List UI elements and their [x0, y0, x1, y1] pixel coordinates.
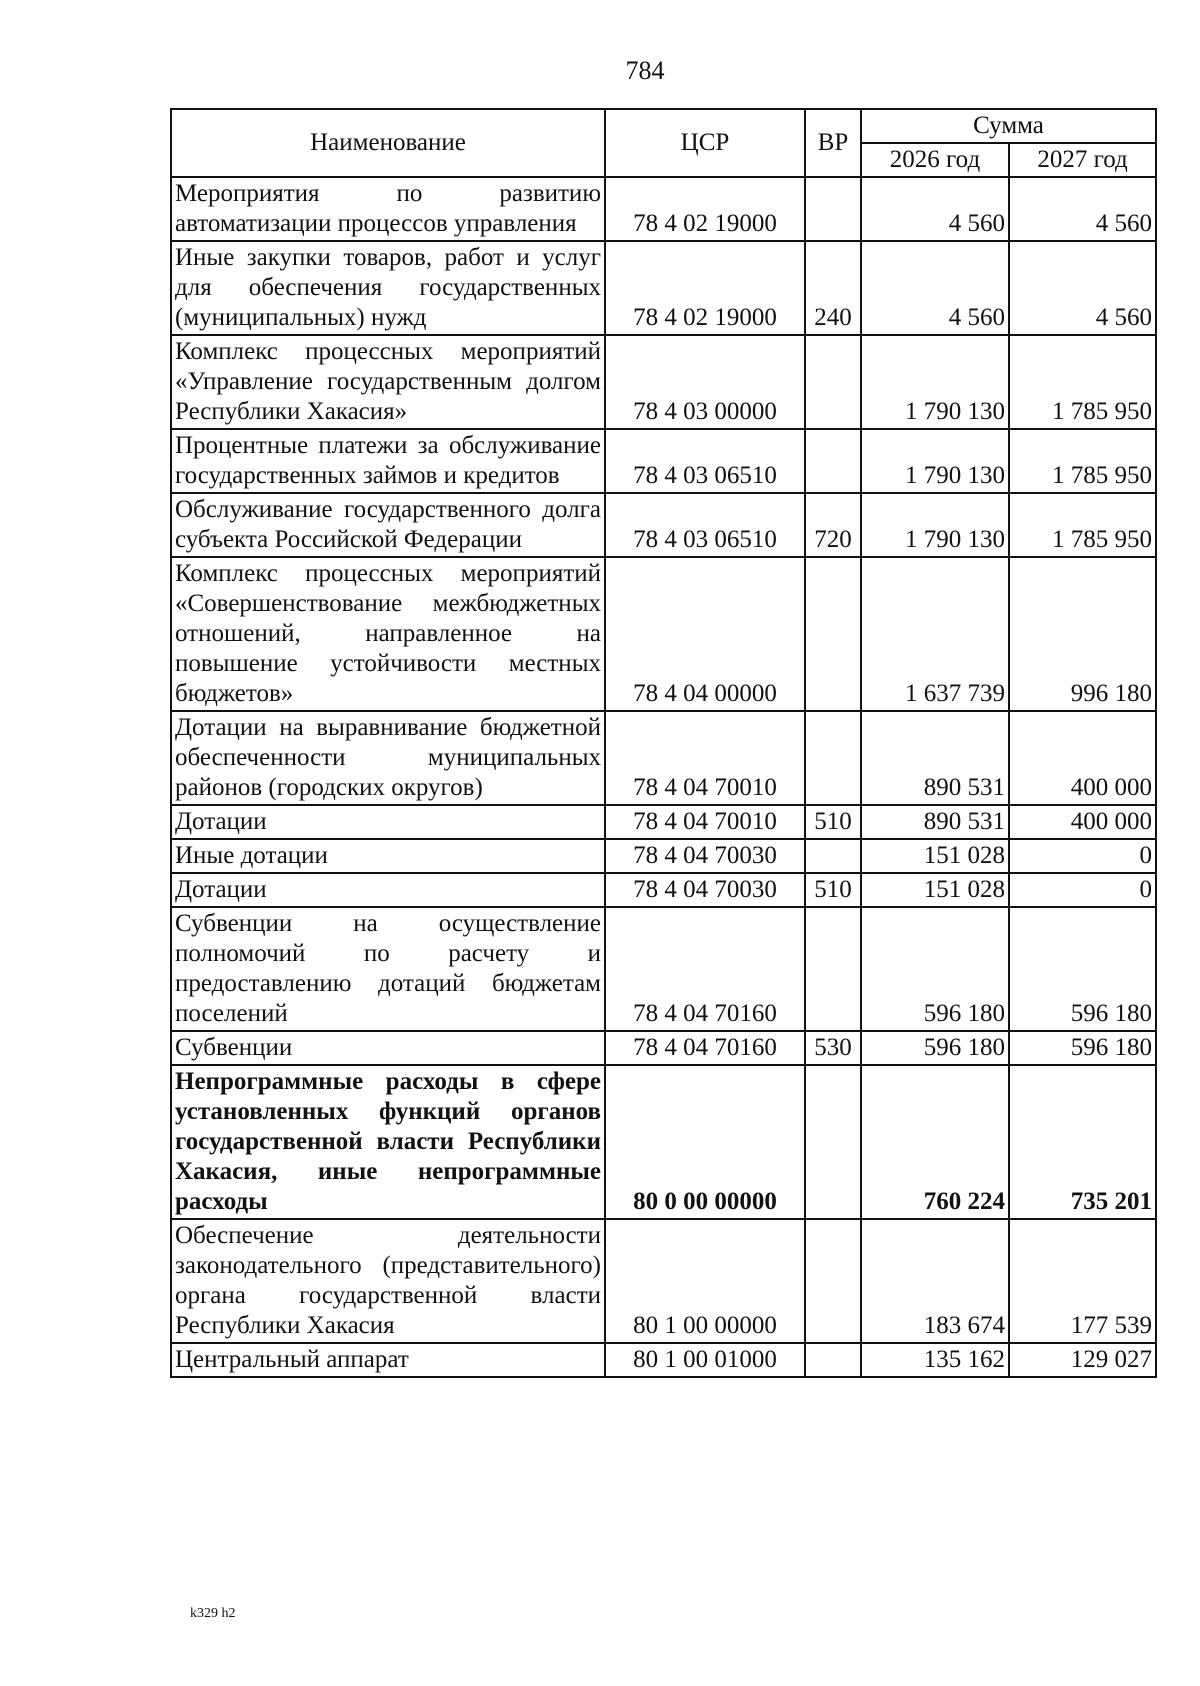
row-name: Дотации на выравнивание бюджетной обеспеченности муниципальных районов (городских округов) — [171, 711, 605, 805]
row-sum-2026: 1 790 130 — [861, 493, 1009, 557]
header-year-2026: 2026 год — [861, 143, 1009, 177]
row-name: Комплекс процессных мероприятий «Совершенствование межбюджетных отношений, направленное на повышение устойчивости местных бюджетов» — [171, 557, 605, 711]
row-csr: 78 4 02 19000 — [605, 177, 805, 241]
row-vr — [805, 335, 861, 429]
row-name: Центральный аппарат — [171, 1343, 605, 1377]
table-row — [171, 839, 1156, 873]
row-csr: 78 4 03 06510 — [605, 493, 805, 557]
row-vr — [805, 1219, 861, 1343]
table-body — [171, 177, 1156, 1377]
row-sum-2026: 135 162 — [861, 1343, 1009, 1377]
row-csr: 78 4 03 06510 — [605, 429, 805, 493]
page-number: 784 — [625, 56, 665, 85]
row-sum-2027: 400 000 — [1009, 805, 1156, 839]
row-sum-2026: 1 790 130 — [861, 335, 1009, 429]
row-vr — [805, 839, 861, 873]
row-csr: 80 1 00 00000 — [605, 1219, 805, 1343]
table-row — [171, 907, 1156, 1031]
row-vr: 720 — [805, 493, 861, 557]
row-sum-2026: 1 637 739 — [861, 557, 1009, 711]
footer-code: k329 h2 — [190, 1606, 236, 1621]
row-csr: 78 4 04 70160 — [605, 1031, 805, 1065]
row-csr: 80 1 00 01000 — [605, 1343, 805, 1377]
row-sum-2026: 183 674 — [861, 1219, 1009, 1343]
row-sum-2026: 4 560 — [861, 177, 1009, 241]
row-vr — [805, 711, 861, 805]
row-sum-2026: 596 180 — [861, 1031, 1009, 1065]
row-vr: 240 — [805, 241, 861, 335]
table-row — [171, 1031, 1156, 1065]
row-vr — [805, 1065, 861, 1219]
table-row — [171, 335, 1156, 429]
row-csr: 80 0 00 00000 — [605, 1065, 805, 1219]
header-csr: ЦСР — [605, 109, 805, 177]
table-row — [171, 1219, 1156, 1343]
row-sum-2026: 890 531 — [861, 805, 1009, 839]
row-name: Мероприятия по развитию автоматизации процессов управления — [171, 177, 605, 241]
row-sum-2026: 4 560 — [861, 241, 1009, 335]
row-sum-2027: 400 000 — [1009, 711, 1156, 805]
row-csr: 78 4 02 19000 — [605, 241, 805, 335]
row-sum-2027: 4 560 — [1009, 177, 1156, 241]
header-vr: ВР — [805, 109, 861, 177]
table-row — [171, 429, 1156, 493]
row-sum-2027: 4 560 — [1009, 241, 1156, 335]
row-sum-2026: 596 180 — [861, 907, 1009, 1031]
row-sum-2026: 1 790 130 — [861, 429, 1009, 493]
row-name: Иные дотации — [171, 839, 605, 873]
row-name: Субвенции — [171, 1031, 605, 1065]
table-row — [171, 493, 1156, 557]
row-name: Субвенции на осуществление полномочий по расчету и предоставлению дотаций бюджетам поселений — [171, 907, 605, 1031]
row-sum-2027: 1 785 950 — [1009, 429, 1156, 493]
row-vr — [805, 557, 861, 711]
row-csr: 78 4 04 70030 — [605, 839, 805, 873]
row-vr — [805, 177, 861, 241]
row-sum-2026: 151 028 — [861, 873, 1009, 907]
row-vr — [805, 429, 861, 493]
header-name: Наименование — [171, 109, 605, 177]
row-name: Иные закупки товаров, работ и услуг для обеспечения государственных (муниципальных) нужд — [171, 241, 605, 335]
row-sum-2027: 996 180 — [1009, 557, 1156, 711]
row-name: Дотации — [171, 805, 605, 839]
table-row — [171, 873, 1156, 907]
table-row — [171, 711, 1156, 805]
table-row — [171, 241, 1156, 335]
row-sum-2027: 0 — [1009, 839, 1156, 873]
table-row — [171, 805, 1156, 839]
row-sum-2027: 129 027 — [1009, 1343, 1156, 1377]
row-sum-2027: 596 180 — [1009, 907, 1156, 1031]
row-vr: 510 — [805, 805, 861, 839]
header-sum: Сумма — [861, 109, 1156, 143]
table-row — [171, 1065, 1156, 1219]
row-name: Обслуживание государственного долга субъекта Российской Федерации — [171, 493, 605, 557]
row-csr: 78 4 04 70030 — [605, 873, 805, 907]
row-sum-2027: 0 — [1009, 873, 1156, 907]
table-row — [171, 1343, 1156, 1377]
row-csr: 78 4 04 70010 — [605, 805, 805, 839]
budget-table — [170, 108, 1157, 1378]
row-csr: 78 4 04 70010 — [605, 711, 805, 805]
row-name: Обеспечение деятельности законодательного (представительного) органа государственной власти Республики Хакасия — [171, 1219, 605, 1343]
row-sum-2026: 890 531 — [861, 711, 1009, 805]
row-sum-2027: 596 180 — [1009, 1031, 1156, 1065]
table-row — [171, 177, 1156, 241]
row-vr: 530 — [805, 1031, 861, 1065]
header-year-2027: 2027 год — [1009, 143, 1156, 177]
row-csr: 78 4 03 00000 — [605, 335, 805, 429]
row-sum-2027: 177 539 — [1009, 1219, 1156, 1343]
row-vr — [805, 1343, 861, 1377]
row-name: Процентные платежи за обслуживание государственных займов и кредитов — [171, 429, 605, 493]
row-csr: 78 4 04 70160 — [605, 907, 805, 1031]
row-sum-2027: 1 785 950 — [1009, 493, 1156, 557]
row-name: Дотации — [171, 873, 605, 907]
row-sum-2027: 1 785 950 — [1009, 335, 1156, 429]
table-row — [171, 557, 1156, 711]
row-sum-2027: 735 201 — [1009, 1065, 1156, 1219]
row-name: Комплекс процессных мероприятий «Управление государственным долгом Республики Хакасия» — [171, 335, 605, 429]
row-vr: 510 — [805, 873, 861, 907]
row-csr: 78 4 04 00000 — [605, 557, 805, 711]
row-vr — [805, 907, 861, 1031]
row-sum-2026: 760 224 — [861, 1065, 1009, 1219]
row-sum-2026: 151 028 — [861, 839, 1009, 873]
row-name: Непрограммные расходы в сфере установленных функций органов государственной власти Республики Хакасия, иные непрограммные расходы — [171, 1065, 605, 1219]
